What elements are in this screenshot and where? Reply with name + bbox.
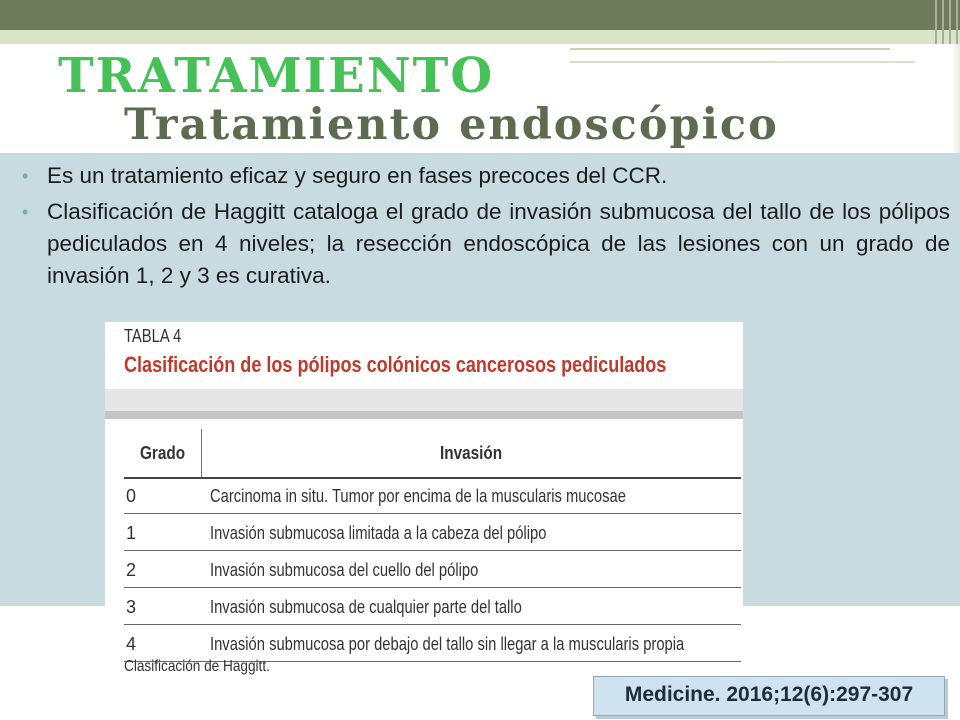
bullet-icon: • xyxy=(22,202,29,222)
table-row xyxy=(124,514,741,551)
decorative-line xyxy=(570,48,890,50)
grado-cell: 1 xyxy=(126,523,137,543)
table-row xyxy=(124,588,741,625)
invasion-cell: Invasión submucosa limitada a la cabeza del pólipo xyxy=(210,523,547,543)
top-decorative-band xyxy=(0,30,960,44)
grado-cell: 3 xyxy=(126,597,137,617)
bullet-item xyxy=(20,196,950,292)
table-title: Clasificación de los pólipos colónicos cancerosos pediculados xyxy=(124,352,667,377)
table-row xyxy=(124,477,741,514)
column-header-grado: Grado xyxy=(140,443,186,463)
haggitt-table-figure xyxy=(105,322,743,692)
grado-cell: 0 xyxy=(126,486,137,506)
table-row xyxy=(124,625,741,662)
table-footnote: Clasificación de Haggitt. xyxy=(124,658,270,675)
bullet-text: Clasificación de Haggitt cataloga el grado de invasión submucosa del tallo de los pólipos pediculados en 4 niveles; la resección endoscópica de las lesiones con un grado de invasión 1, 2 y 3 es curativa. xyxy=(47,199,950,288)
column-divider xyxy=(201,429,202,477)
invasion-cell: Carcinoma in situ. Tumor por encima de la muscularis mucosae xyxy=(210,486,626,506)
table-band xyxy=(105,389,743,411)
top-decorative-bar xyxy=(0,0,960,30)
invasion-cell: Invasión submucosa por debajo del tallo sin llegar a la muscularis propia xyxy=(210,634,685,654)
table-row xyxy=(124,551,741,588)
citation-text: Medicine. 2016;12(6):297-307 xyxy=(624,683,914,706)
corner-decoration xyxy=(925,0,960,44)
decorative-line xyxy=(570,61,775,63)
table-band-shadow xyxy=(105,411,743,419)
column-header-invasion: Invasión xyxy=(440,443,503,463)
table-body xyxy=(124,477,741,662)
grado-cell: 4 xyxy=(126,634,137,654)
bullet-text: Es un tratamiento eficaz y seguro en fases precoces del CCR. xyxy=(47,163,668,188)
table-header xyxy=(124,419,741,479)
decorative-line xyxy=(775,61,915,63)
slide-subtitle: Tratamiento endoscópico xyxy=(124,100,779,150)
bullet-icon: • xyxy=(22,166,29,186)
bullet-list xyxy=(20,160,950,296)
invasion-cell: Invasión submucosa del cuello del pólipo xyxy=(210,560,479,580)
bullet-item xyxy=(20,160,950,192)
table-label: TABLA 4 xyxy=(124,326,182,346)
citation-box xyxy=(593,676,945,716)
right-edge-decoration xyxy=(952,44,960,154)
grado-cell: 2 xyxy=(126,560,137,580)
invasion-cell: Invasión submucosa de cualquier parte del tallo xyxy=(210,597,522,617)
slide-title: TRATAMIENTO xyxy=(58,48,495,104)
